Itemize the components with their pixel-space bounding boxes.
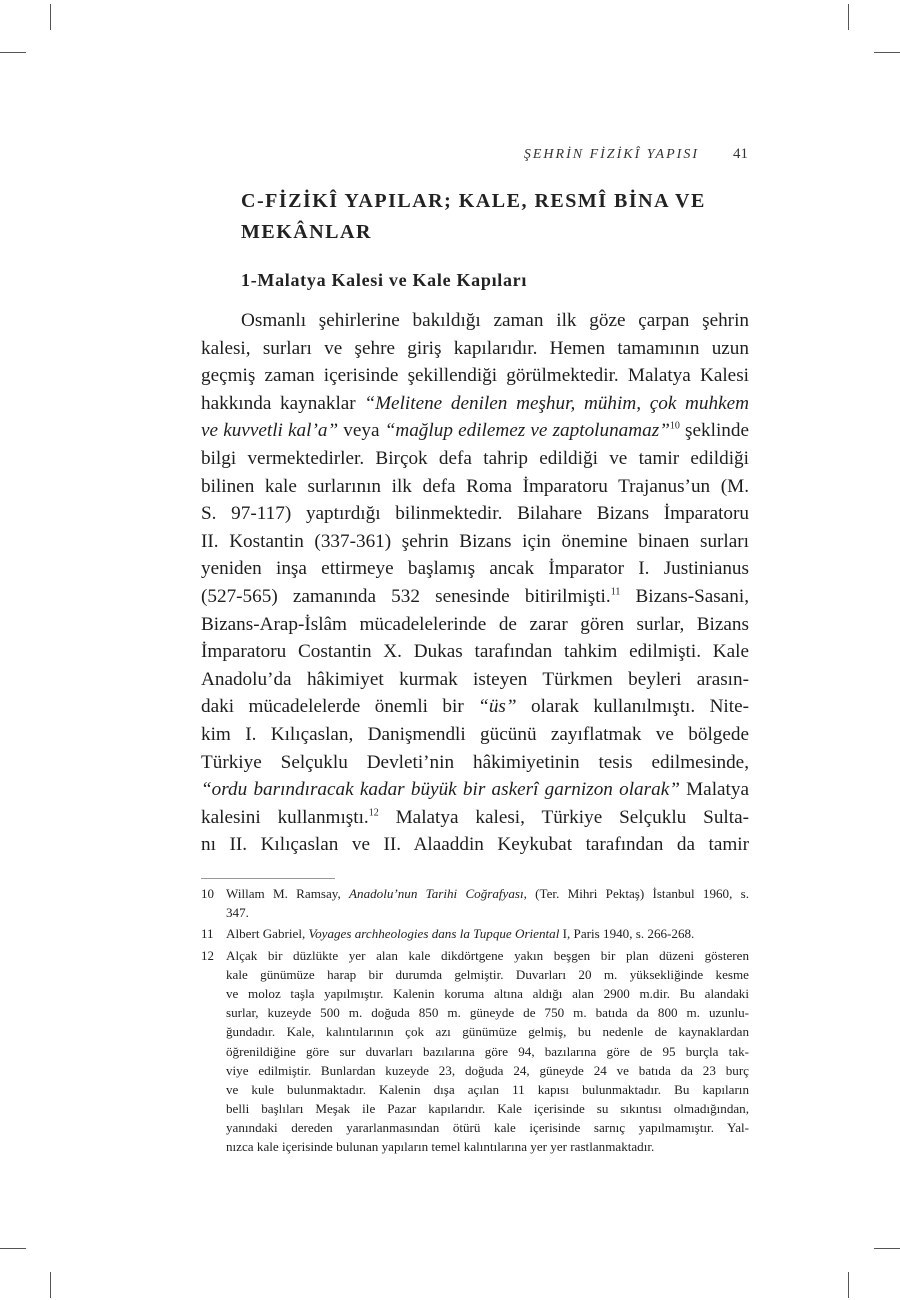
footnote-line: kale günümüze harap bir durumda gelmiştir. Duvarları 20 m. yüksekliğinde kesme bbox=[226, 966, 749, 982]
body-text-span: veya bbox=[338, 420, 385, 442]
chapter-title: C-FİZİKÎ YAPILAR; KALE, RESMÎ BİNA VE MEKÂNLAR bbox=[241, 190, 706, 243]
footnote-line: Alçak bir düzlükte yer alan kale dikdörtgene yakın beşgen bir plan düzeni gösteren bbox=[226, 947, 749, 963]
running-head-title: ŞEHRİN FİZİKÎ YAPISI bbox=[523, 147, 699, 162]
body-line: Türkiye Selçuklu Devleti’nin hâkimiyetinin tesis edilmesinde, bbox=[201, 751, 749, 773]
body-line: yeniden inşa ettirmeye başlamış ancak İmparator I. Justinianus bbox=[201, 558, 749, 580]
body-text-span: Bizans-Sasani, bbox=[620, 585, 749, 607]
footnote-line: nızca kale içerisinde bulunan yapıların temel kalıntılarına yer yer rastlanmaktadır. bbox=[226, 1139, 655, 1155]
body-line: nı II. Kılıçaslan ve II. Alaaddin Keykubat tarafından da tamir bbox=[201, 834, 749, 856]
footnote-ref-10[interactable]: 10 bbox=[669, 420, 680, 432]
footnote-line: surlar, kuzeyde 500 m. doğuda 850 m. güneyde de 750 m. batıda da 800 m. uzunlu- bbox=[226, 1005, 749, 1021]
footnote-text: Albert Gabriel, bbox=[226, 926, 309, 942]
crop-mark-top-left-h bbox=[0, 52, 26, 53]
running-head bbox=[200, 146, 748, 163]
footnote-line bbox=[226, 924, 749, 943]
body-line: geçmiş zaman içerisinde şekillendiği görülmektedir. Malatya Kalesi bbox=[201, 365, 749, 387]
footnote-book-title: Anadolu’nun Tarihi Coğrafyası bbox=[349, 886, 524, 901]
footnote-12 bbox=[201, 946, 749, 1157]
footnote-line: öğrenildiğine göre sur duvarları bazılarına göre 94, bazılarına göre de 95 burçla tak- bbox=[226, 1043, 749, 1059]
footnote-book-title: Voyages archheologies dans la Tupque Oriental bbox=[308, 926, 560, 942]
footnote-line: ve kule bulunmaktadır. Kalenin dışa açılan 11 kapısı bulunmaktadır. Bu kapıların bbox=[226, 1081, 749, 1097]
body-text-span: Malatya bbox=[679, 779, 749, 801]
quote-italic: “üs” bbox=[478, 696, 517, 718]
body-text-span: kalesini kullanmıştı. bbox=[201, 806, 369, 828]
footnote-line: ğundadır. Kale, kalıntılarının çok azı günümüze gelmiş, bu nedenle de kaynaklardan bbox=[226, 1024, 749, 1040]
footnote-11 bbox=[201, 924, 749, 943]
body-line: Anadolu’da hâkimiyet kurmak isteyen Türkmen beyleri arasın- bbox=[201, 668, 749, 690]
body-text-span: hakkında kaynaklar bbox=[201, 392, 365, 414]
crop-mark-bottom-left bbox=[50, 1272, 51, 1298]
footnote-number: 11 bbox=[201, 926, 214, 942]
footnote-divider bbox=[201, 878, 335, 879]
crop-mark-top-right-h bbox=[874, 52, 900, 53]
footnote-number: 12 bbox=[201, 947, 214, 963]
body-line bbox=[201, 804, 749, 832]
body-text-span: olarak kullanılmıştı. Nite- bbox=[516, 696, 749, 718]
body-line bbox=[201, 417, 749, 445]
footnotes bbox=[201, 884, 749, 1159]
footnote-ref-11[interactable]: 11 bbox=[610, 586, 621, 598]
body-text-span: şeklinde bbox=[679, 420, 749, 442]
footnote-text: Willam M. Ramsay, bbox=[226, 886, 350, 901]
page-number: 41 bbox=[733, 146, 748, 162]
footnote-text: , (Ter. Mihri Pektaş) İstanbul 1960, s. bbox=[523, 886, 749, 901]
footnote-number: 10 bbox=[201, 886, 214, 901]
footnote-line: viye edilmiştir. Bunlardan kuzeyde 23, doğuda 24, güneyde 24 ve batıda da 23 burç bbox=[226, 1062, 749, 1078]
body-line: II. Kostantin (337-361) şehrin Bizans için önemine binaen surları bbox=[201, 530, 749, 552]
body-line bbox=[201, 776, 749, 804]
body-line: S. 97-117) yaptırdığı bilinmektedir. Bilahare Bizans İmparatoru bbox=[201, 503, 749, 525]
footnote-line bbox=[226, 884, 749, 903]
body-text-span: (527-565) zamanında 532 senesinde bitirilmişti. bbox=[201, 585, 611, 607]
footnote-text: I, Paris 1940, s. 266-268. bbox=[559, 926, 695, 942]
crop-mark-bottom-right-h bbox=[874, 1248, 900, 1249]
quote-italic: “mağlup edilemez ve zaptolunamaz” bbox=[384, 420, 670, 442]
body-text-span: Malatya kalesi, Türkiye Selçuklu Sulta- bbox=[378, 806, 749, 828]
footnote-ref-12[interactable]: 12 bbox=[368, 807, 379, 819]
quote-italic: “ordu barındıracak kadar büyük bir askerî garnizon olarak” bbox=[201, 779, 680, 801]
section-title: 1-Malatya Kalesi ve Kale Kapıları bbox=[241, 270, 528, 290]
crop-mark-bottom-left-h bbox=[0, 1248, 26, 1249]
quote-italic: ve kuvvetli kal’a” bbox=[201, 420, 339, 442]
body-line: bilgi vermektedirler. Birçok defa tahrip edildiği ve tamir edildiği bbox=[201, 447, 749, 469]
body-line bbox=[201, 390, 749, 418]
body-line bbox=[201, 583, 749, 611]
body-line: kalesi, surları ve şehre giriş kapılarıdır. Hemen tamamının uzun bbox=[201, 337, 749, 359]
quote-italic: “Melitene denilen meşhur, mühim, çok muhkem bbox=[364, 392, 749, 414]
body-line: Osmanlı şehirlerine bakıldığı zaman ilk göze çarpan şehrin bbox=[241, 310, 749, 331]
body-text bbox=[201, 307, 749, 859]
body-line: Bizans-Arap-İslâm mücadelelerinde de zarar gören surlar, Bizans bbox=[201, 613, 749, 635]
body-line: İmparatoru Costantin X. Dukas tarafından tahkim edilmişti. Kale bbox=[201, 641, 749, 663]
body-line: kim I. Kılıçaslan, Danişmendli gücünü zayıflatmak ve bölgede bbox=[201, 723, 749, 745]
body-line bbox=[201, 693, 749, 721]
footnote-line: ve moloz taşla yapılmıştır. Kalenin koruma altına aldığı alan 2900 m.dir. Bu alandaki bbox=[226, 985, 749, 1001]
body-line: bilinen kale surlarının ilk defa Roma İmparatoru Trajanus’un (M. bbox=[201, 475, 749, 497]
body-text-span: daki mücadelelerde önemli bir bbox=[201, 696, 479, 718]
footnote-line: yanındaki dereden yararlanmasından ötürü kale içerisinde sarnıç yapılmamıştır. Yal- bbox=[226, 1120, 749, 1136]
crop-mark-bottom-right bbox=[848, 1272, 849, 1298]
footnote-line: belli başlıları Meşak ile Pazar kapılarıdır. Kale içerisinde su sıkıntısı olmadığından, bbox=[226, 1101, 749, 1117]
footnote-10 bbox=[201, 884, 749, 922]
crop-mark-top-left bbox=[50, 4, 51, 30]
footnote-line: 347. bbox=[226, 905, 249, 921]
crop-mark-top-right bbox=[848, 4, 849, 30]
